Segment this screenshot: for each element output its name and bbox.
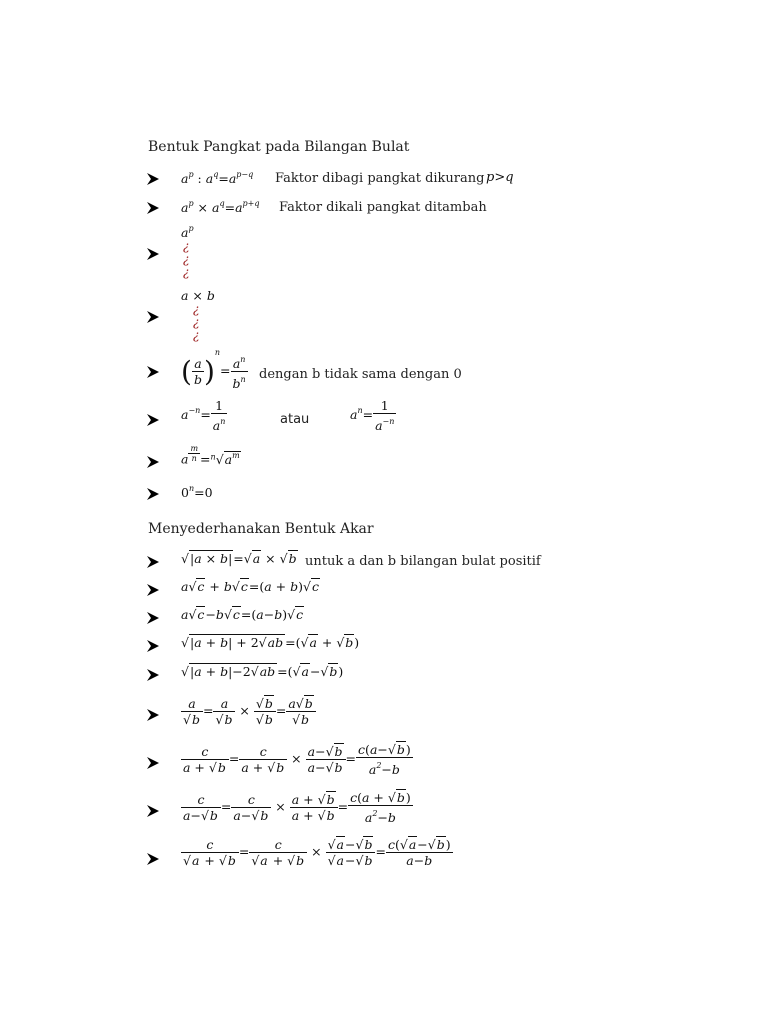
formula-fractional-exponent: a $^{\frac{m}{n}}$ $=^n√a^m$ — [181, 444, 240, 467]
formula-rationalize-conjugate-plus: $\frac{c}{a + √b}$ = $\frac{c}{a + √b}$ × $\frac{a-√b}{a-√b}$ = $\frac{c(a-√b)}{a^2-b}$ — [183, 742, 411, 777]
formula-multiplication: $a^p \times a^q=a^{p+q}$ — [181, 199, 260, 215]
broken-glyph: ¿ — [193, 302, 200, 316]
arrow-bullet-icon — [146, 611, 160, 625]
arrow-bullet-icon — [146, 455, 160, 469]
arrow-bullet-icon — [146, 487, 160, 501]
section-title-exponent: Bentuk Pangkat pada Bilangan Bulat — [148, 139, 410, 155]
formula-rationalize-conjugate-minus: $\frac{c}{a-√b}$ = $\frac{c}{a-√b}$ × $\frac{a + √b}{a + √b}$ = $\frac{c(a + √b)}{a^2-b}$ — [183, 790, 411, 825]
broken-glyph: ¿ — [183, 265, 190, 279]
word-atau: atau — [280, 412, 310, 427]
formula-nested-root-difference: √|a + b|−2√ab =(√a−√b) — [181, 664, 344, 679]
arrow-bullet-icon — [146, 365, 160, 379]
formula-negative-exponent-alt: $a^n=$ $\frac{1}{a^{-n}}$ — [350, 398, 395, 433]
broken-glyph: ¿ — [193, 315, 200, 329]
broken-glyph: ¿ — [183, 252, 190, 266]
note-division: Faktor dibagi pangkat dikurang — [275, 171, 485, 186]
arrow-bullet-icon — [146, 310, 160, 324]
arrow-bullet-icon — [146, 172, 160, 186]
formula-power-of-power: $a^p$ — [181, 224, 194, 240]
arrow-bullet-icon — [146, 247, 160, 261]
arrow-bullet-icon — [146, 668, 160, 682]
formula-root-product: √|a × b|=√a × √b — [181, 551, 297, 566]
formula-product-power: a × b — [181, 288, 215, 303]
note-positive-integers: untuk a dan b bilangan bulat positif — [305, 554, 541, 569]
broken-glyph: ¿ — [193, 328, 200, 342]
note-multiplication: Faktor dikali pangkat ditambah — [279, 200, 487, 215]
arrow-bullet-icon — [146, 583, 160, 597]
arrow-bullet-icon — [146, 639, 160, 653]
arrow-bullet-icon — [146, 756, 160, 770]
arrow-bullet-icon — [146, 708, 160, 722]
note-quotient: dengan b tidak sama dengan 0 — [259, 367, 462, 382]
condition-p-greater-q: p>q — [486, 170, 514, 185]
formula-division: $a^p$ : $a^q=a^{p-q}$ — [181, 170, 254, 186]
formula-rationalize-double-root: $\frac{c}{√a + √b}$ = $\frac{c}{√a + √b}$ × $\frac{√a-√b}{√a-√b}$ = $\frac{c(√a-√b)}{a-b}$ — [183, 837, 451, 868]
formula-rationalize-simple: $\frac{a}{√b}$ = $\frac{a}{√b}$ × $\frac{√b}{√b}$ = $\frac{a√b}{√b}$ — [181, 696, 316, 727]
section-title-roots: Menyederhanakan Bentuk Akar — [148, 521, 374, 537]
formula-root-subtraction: a√c−b√c=(a−b)√c — [181, 607, 304, 622]
arrow-bullet-icon — [146, 413, 160, 427]
formula-zero-power: $0^n=0$ — [181, 484, 213, 500]
formula-root-addition: a√c + b√c=(a + b)√c — [181, 579, 319, 594]
arrow-bullet-icon — [146, 201, 160, 215]
formula-quotient-power: ( $\frac{a}{b}$ )$^n$= $\frac{a^n}{b^n}$ — [181, 348, 246, 391]
broken-glyph: ¿ — [183, 239, 190, 253]
formula-nested-root-sum: √|a + b| + 2√ab =(√a + √b) — [181, 635, 360, 650]
formula-negative-exponent: $a^{-n}=$ $\frac{1}{a^n}$ — [181, 398, 226, 433]
arrow-bullet-icon — [146, 555, 160, 569]
arrow-bullet-icon — [146, 804, 160, 818]
arrow-bullet-icon — [146, 852, 160, 866]
